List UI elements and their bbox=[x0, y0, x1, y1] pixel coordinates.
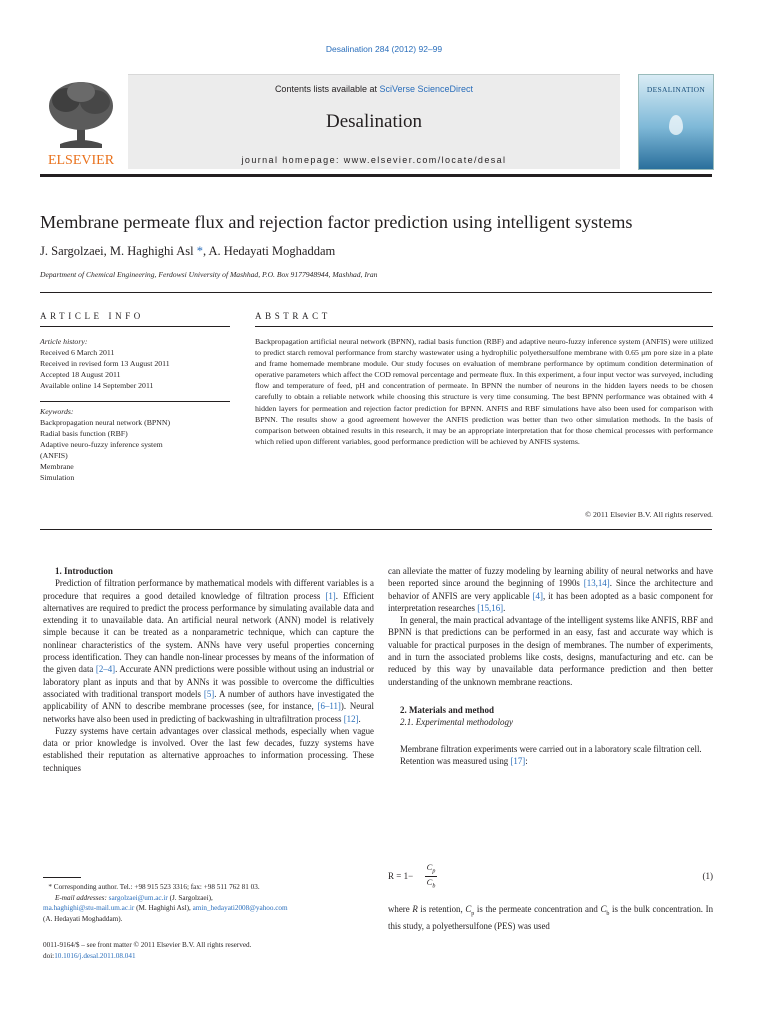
reference-link[interactable]: [4] bbox=[532, 590, 543, 601]
keyword: Adaptive neuro-fuzzy inference system bbox=[40, 440, 163, 449]
contents-line bbox=[128, 84, 620, 94]
paragraph: In general, the main practical advantage of the intelligent systems like ANFIS, RBF and BPNN is that predictions can be performed in an easy, fast and accurate way which is valuable for practical purposes in the design of membranes. The number of experiments, and in turn the associated problems like costs, designs, manufacturing and etc. can be reduced by this way by unavailable data performance prediction and then better understanding of the unknown membrane reactions. bbox=[388, 615, 713, 687]
equation-lhs: R = 1− bbox=[388, 871, 414, 881]
paragraph: Fuzzy systems have certain advantages over classical methods, especially when vague data or prior knowledge is involved. Over the last few decades, fuzzy systems have established their reputation as alternative approaches to information processing. These techniques bbox=[43, 725, 374, 773]
paragraph: Membrane filtration experiments were carried out in a laboratory scale filtration cell. bbox=[400, 743, 702, 754]
author-affiliation: Department of Chemical Engineering, Ferdowsi University of Mashhad, P.O. Box 9177948944, Mashhad, Iran bbox=[40, 270, 378, 279]
abstract-heading: ABSTRACT bbox=[255, 311, 331, 321]
history-item: Received 6 March 2011 bbox=[40, 348, 115, 357]
history-item: Accepted 18 August 2011 bbox=[40, 370, 121, 379]
symbol: C bbox=[426, 862, 433, 872]
text-run: is the bulk concentration. In this study, a polyethersulfone (PES) was used bbox=[388, 904, 714, 932]
text-run: Retention was measured using bbox=[400, 755, 511, 766]
reference-link[interactable]: [15,16] bbox=[477, 602, 504, 613]
text-run: . Efficient alternatives are required to predict the process performance by simulating available data and extending it to unavailable data. An artificial neural network (ANN) model is relatively simple because it can be treated as a nonparametric technique, which can capture the nonlinear characteristics of the system. ANNs have very useful properties concerning process identification. They can handle non-linear processes by means of the information of the given data bbox=[43, 590, 374, 675]
subscript: b bbox=[432, 883, 436, 890]
authors-part-1: J. Sargolzaei, M. Haghighi Asl bbox=[40, 244, 197, 258]
article-info-rule bbox=[40, 326, 230, 327]
reference-link[interactable]: [17] bbox=[510, 755, 526, 766]
author-list bbox=[40, 244, 335, 259]
water-drop-icon bbox=[669, 115, 683, 135]
text-run: . Accurate ANN predictions were possible without using an industrial or laboratory plant as inputs and that by ANNs it was possible to overcome the difficulties associated with traditional transport models bbox=[43, 664, 375, 699]
text-run: where bbox=[388, 904, 413, 914]
article-info-heading: ARTICLE INFO bbox=[40, 311, 144, 321]
paragraph bbox=[388, 903, 713, 932]
symbol: C bbox=[465, 904, 472, 914]
text-run: . bbox=[358, 713, 361, 724]
equation-denominator bbox=[425, 877, 437, 890]
article-info bbox=[40, 336, 230, 483]
body-column-right bbox=[388, 565, 713, 767]
history-label: Article history: bbox=[40, 337, 88, 346]
equation-1 bbox=[388, 862, 713, 894]
reference-link[interactable]: [12] bbox=[343, 713, 359, 724]
keyword: Membrane bbox=[40, 462, 74, 471]
history-item: Available online 14 September 2011 bbox=[40, 381, 154, 390]
keyword: (ANFIS) bbox=[40, 451, 68, 460]
paragraph bbox=[43, 577, 374, 725]
text-run: ). Neural networks have also been used in predicting of backwashing in ultrafiltration process bbox=[43, 701, 375, 724]
journal-citation[interactable]: Desalination 284 (2012) 92–99 bbox=[325, 44, 443, 54]
abstract-rule bbox=[255, 326, 713, 327]
reference-link[interactable]: [5] bbox=[203, 688, 215, 699]
reference-link[interactable]: [1] bbox=[325, 590, 336, 601]
doi-line bbox=[43, 951, 374, 962]
title-rule bbox=[40, 292, 712, 293]
text-run: , it has been adopted as a basic component for interpretation researches bbox=[388, 590, 714, 613]
subsection-heading: 2.1. Experimental methodology bbox=[400, 717, 513, 728]
masthead-rule bbox=[40, 174, 712, 177]
equation-fraction bbox=[425, 862, 437, 889]
journal-masthead bbox=[40, 74, 712, 172]
keyword: Backpropagation neural network (BPNN) bbox=[40, 418, 171, 427]
subscript: p bbox=[471, 910, 475, 917]
text-run: is the permeate concentration and bbox=[474, 904, 601, 914]
footnote-mark: * bbox=[48, 883, 52, 891]
symbol: C bbox=[600, 904, 607, 914]
journal-cover-thumbnail bbox=[638, 74, 714, 170]
section-heading: 2. Materials and method bbox=[400, 704, 494, 715]
text-run: can alleviate the matter of fuzzy modeling by learning ability of neural networks and have been reported since around the beginning of 1990s bbox=[388, 566, 713, 589]
section-heading: 1. Introduction bbox=[55, 566, 113, 576]
abstract-bottom-rule bbox=[40, 529, 712, 530]
journal-header-box bbox=[128, 74, 620, 169]
elsevier-wordmark: ELSEVIER bbox=[47, 153, 115, 168]
keyword: Simulation bbox=[40, 473, 75, 482]
issn-line: 0011-9164/$ – see front matter © 2011 Elsevier B.V. All rights reserved. bbox=[43, 941, 252, 949]
text-run: : bbox=[525, 755, 528, 766]
journal-title: Desalination bbox=[325, 111, 423, 132]
history-item: Received in revised form 13 August 2011 bbox=[40, 359, 170, 368]
text-run: . A number of authors have investigated the applicability of ANN to describe membrane processes (see, for instance, bbox=[43, 688, 374, 712]
footnote-rule bbox=[43, 877, 81, 878]
email-owner: (M. Haghighi Asl), bbox=[134, 904, 193, 913]
article-title: Membrane permeate flux and rejection factor prediction using intelligent systems bbox=[40, 212, 633, 232]
footnote-text: Corresponding author. Tel.: +98 915 523 3316; fax: +98 511 762 81 03. bbox=[51, 883, 260, 891]
symbol: C bbox=[426, 876, 433, 887]
subscript: p bbox=[432, 868, 436, 875]
keyword: Radial basis function (RBF) bbox=[40, 429, 128, 438]
email-owner: (J. Sargolzaei), bbox=[167, 893, 213, 902]
abstract-text: Backpropagation artificial neural network (BPNN), radial basis function (RBF) and adaptive neuro-fuzzy inference system (ANFIS) were utilized to predict starch removal performance from starchy wastewater using a hydrophilic polyethersulfone membrane with 0.65 μm pore size in a plate and frame homemade membrane module. Our study focuses on evaluation of membrane performance by optimum condition determination of operative parameters which affect the COD removal percentage and permeate flux. In this experiment, a four input vector was surveyed, including flow and temperature of feed, pH and concentration of permeate. In BPNN the number of neurons in the hidden layers needs to be chosen carefully to obtain a reliable network while choosing this structure is very time consuming. The best BPNN performance was obtained with 4 hidden layers for permeation and rejection factor prediction for BPNN. ANFIS and RBF simulations have also been used for comparison with BPNN. The results show a good agreement however the ANFIS prediction was better than two other simulation methods. In the basis of comparison between obtained results in this research, it may be an appropriate interpretation that for those chemical processes with performance which relied upon different variables, good performance prediction will be achieved by ANFIS systems. bbox=[255, 337, 713, 446]
footnotes bbox=[43, 882, 374, 925]
corresponding-author-note bbox=[43, 882, 374, 893]
reference-link[interactable]: [2–4] bbox=[95, 664, 116, 675]
symbol: R bbox=[412, 904, 418, 914]
subscript: b bbox=[606, 910, 610, 917]
reference-link[interactable]: [6–11] bbox=[317, 701, 341, 712]
sciencedirect-link[interactable]: SciVerse ScienceDirect bbox=[379, 84, 474, 94]
doi-link[interactable]: 10.1016/j.desal.2011.08.041 bbox=[54, 951, 136, 960]
email-link[interactable]: ma.haghighi@stu-mail.um.ac.ir bbox=[43, 904, 135, 913]
keywords-label: Keywords: bbox=[40, 407, 74, 416]
email-label: E-mail addresses: bbox=[55, 893, 109, 902]
contents-prefix: Contents lists available at bbox=[274, 84, 380, 94]
text-run: is retention, bbox=[417, 904, 466, 914]
email-link[interactable]: amin_hedayati2008@yahoo.com bbox=[192, 904, 288, 913]
info-divider bbox=[40, 401, 230, 402]
equation-numerator bbox=[425, 862, 437, 877]
email-owner: (A. Hedayati Moghaddam). bbox=[43, 915, 123, 924]
text-run: Prediction of filtration performance by mathematical models with different variables is a procedure that requires a good detailed knowledge of filtration process bbox=[43, 578, 374, 601]
issn-block bbox=[43, 940, 374, 961]
reference-link[interactable]: [13,14] bbox=[583, 578, 610, 589]
email-link[interactable]: sargolzaei@um.ac.ir bbox=[108, 893, 168, 902]
body-column-left bbox=[43, 565, 374, 774]
doi-label: doi: bbox=[43, 951, 55, 960]
paragraph bbox=[388, 565, 713, 614]
corresponding-author-mark[interactable]: * bbox=[196, 244, 203, 258]
equation-number: (1) bbox=[702, 871, 713, 881]
text-run: . bbox=[503, 602, 506, 613]
elsevier-logo bbox=[40, 78, 122, 168]
abstract-copyright: © 2011 Elsevier B.V. All rights reserved. bbox=[585, 510, 713, 519]
paragraph bbox=[388, 755, 713, 767]
text-run: . Since the architecture and behavior of ANFIS are very applicable bbox=[388, 578, 713, 601]
email-line bbox=[43, 903, 374, 914]
cover-title: DESALINATION bbox=[646, 85, 706, 94]
authors-part-2: , A. Hedayati Moghaddam bbox=[202, 244, 336, 258]
email-line bbox=[43, 893, 374, 904]
journal-homepage[interactable]: journal homepage: www.elsevier.com/locate/desal bbox=[241, 155, 507, 165]
